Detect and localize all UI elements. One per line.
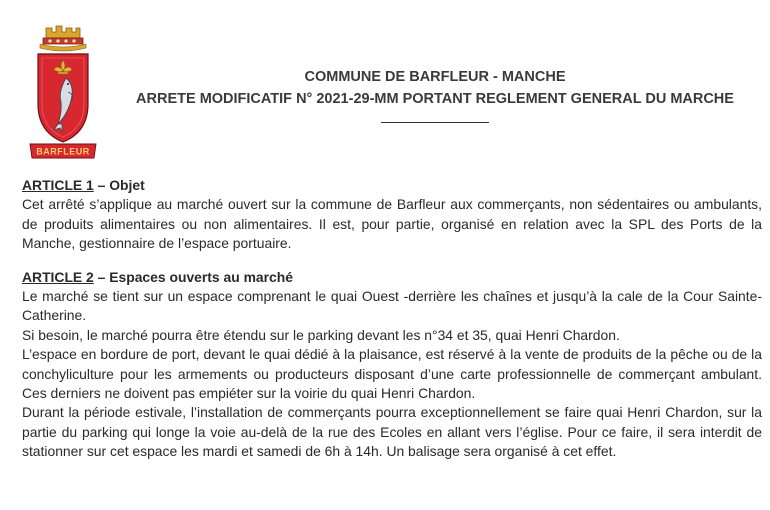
shield-icon [38, 54, 88, 142]
article-paragraph: Durant la période estivale, l’installation de commerçants pourra exceptionnellement se faire quai Henri Chardon, sur la partie du parking qui longe la voie au-delà de la rue des Ecoles en allant vers l’église. Pour ce faire, il sera interdit de stationner sur cet espace les mardi et samedi de 6h à 14h. Un balisage sera organisé à cet effet. [22, 404, 762, 460]
article-1 [22, 176, 762, 254]
article-paragraph: Si besoin, le marché pourra être étendu sur le parking devant les n°34 et 35, quai Henri Chardon. [22, 326, 620, 343]
article-separator: – [93, 177, 110, 193]
article-title: Espaces ouverts au marché [109, 268, 293, 285]
document-body [22, 176, 762, 476]
barfleur-coat-of-arms [28, 20, 98, 160]
banner-text: BARFLEUR [36, 146, 90, 157]
mural-crown-icon [40, 26, 86, 51]
article-paragraph: L’espace en bordure de port, devant le quai dédié à la plaisance, est réservé à la vente de produits de la pêche ou de la conchyliculture pour les armements ou producteurs disposant d’une carte professionnelle de commerçant ambulant. Ces derniers ne doivent pas empiéter sur la voirie du quai Henri Chardon. [22, 346, 762, 402]
article-paragraph: Cet arrêté s’applique au marché ouvert sur la commune de Barfleur aux commerçants, non sédentaires ou ambulants, de produits alimentaires ou non alimentaires. Il est, pour partie, organisé en relation avec la SPL des Ports de la Manche, gestionnaire de l’espace portuaire. [22, 196, 762, 252]
article-heading [22, 268, 762, 287]
article-number: ARTICLE 1 [22, 177, 94, 193]
article-paragraph: Le marché se tient sur un espace comprenant le quai Ouest -derrière les chaînes et jusqu’à la cale de la Cour Sainte-Catherine. [22, 288, 762, 324]
article-2 [22, 268, 762, 462]
header-divider [381, 122, 489, 123]
header-commune: COMMUNE DE BARFLEUR - MANCHE [304, 69, 566, 85]
name-banner [30, 144, 96, 158]
header-decree-title: ARRETE MODIFICATIF N° 2021-29-MM PORTANT REGLEMENT GENERAL DU MARCHE [136, 91, 734, 107]
document-header [110, 66, 760, 123]
article-title: Objet [109, 177, 145, 193]
article-separator: – [93, 268, 110, 285]
article-heading [22, 176, 762, 195]
article-number: ARTICLE 2 [22, 268, 94, 285]
